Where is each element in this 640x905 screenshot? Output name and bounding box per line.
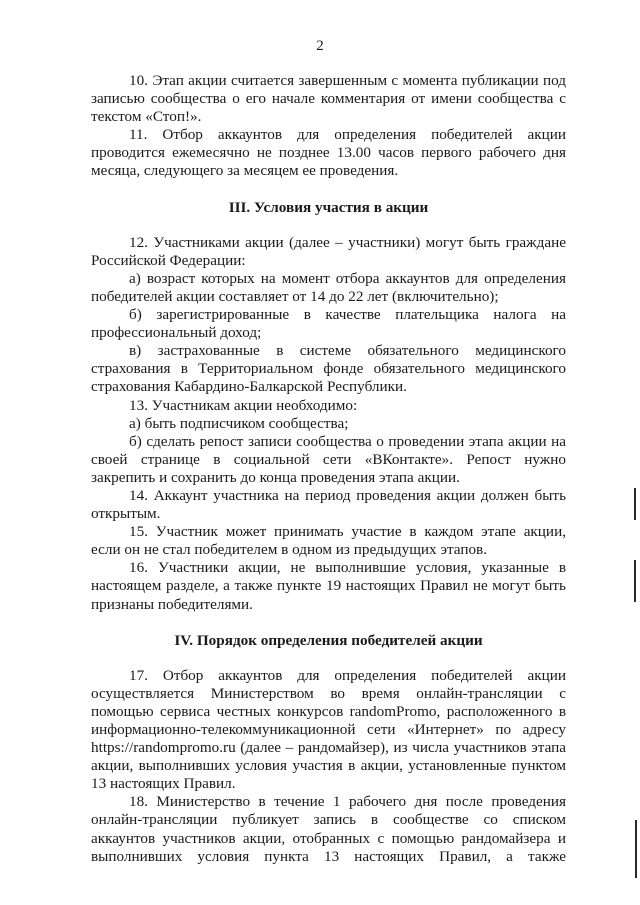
- paragraph-15: 15. Участник может принимать участие в каждом этапе акции, если он не стал победителем в одном из предыдущих этапов.: [91, 523, 566, 559]
- scan-edge-mark: [634, 488, 636, 520]
- paragraph-12-v: в) застрахованные в системе обязательного медицинского страхования в Территориальном фонде обязательного медицинского страхования Кабардино-Балкарской Республики.: [91, 342, 566, 396]
- paragraph-11: 11. Отбор аккаунтов для определения победителей акции проводится ежемесячно не позднее 13.00 часов первого рабочего дня месяца, следующего за месяцем ее проведения.: [91, 126, 566, 180]
- paragraph-18: 18. Министерство в течение 1 рабочего дня после проведения онлайн-трансляции публикует запись в сообществе со списком аккаунтов участников акции, отобранных с помощью рандомайзера и выполнивших условия пункта 13 настоящих Правил, а также: [91, 793, 566, 865]
- spacer: [91, 614, 566, 632]
- spacer: [91, 181, 566, 199]
- paragraph-12-a: а) возраст которых на момент отбора аккаунтов для определения победителей акции составляет от 14 до 22 лет (включительно);: [91, 269, 566, 305]
- section-3-heading: III. Условия участия в акции: [228, 198, 429, 216]
- spacer: [91, 217, 566, 234]
- paragraph-13-b: б) сделать репост записи сообщества о проведении этапа акции на своей странице в социальной сети «ВКонтакте». Репост нужно закрепить и сохранить до конца проведения этапа акции.: [91, 432, 566, 486]
- spacer: [91, 650, 566, 667]
- paragraph-12: 12. Участниками акции (далее – участники) могут быть граждане Российской Федерации:: [91, 233, 566, 269]
- paragraph-14: 14. Аккаунт участника на период проведения акции должен быть открытым.: [91, 486, 566, 523]
- paragraph-12-b: б) зарегистрированные в качестве плательщика налога на профессиональный доход;: [91, 306, 566, 342]
- paragraph-17: 17. Отбор аккаунтов для определения победителей акции осуществляется Министерством во время онлайн-трансляции с помощью сервиса честных конкурсов randomPromo, расположенного в информационно-телекоммуникационной сети «Интернет» по адресу https://randompromo.ru (далее – рандомайзер), из числа участников этапа акции, выполнивших условия участия в акции, установленные пунктом 13 настоящих Правил.: [91, 666, 566, 793]
- scan-edge-mark: [635, 820, 637, 878]
- paragraph-13-a: а) быть подписчиком сообщества;: [129, 414, 349, 432]
- paragraph-13: 13. Участникам акции необходимо:: [129, 396, 358, 414]
- page-number: 2: [316, 38, 324, 54]
- scan-edge-mark: [634, 560, 636, 602]
- paragraph-10: 10. Этап акции считается завершенным с момента публикации под записью сообщества о его начале комментария от имени сообщества с текстом «Стоп!».: [91, 72, 566, 126]
- paragraph-16: 16. Участники акции, не выполнившие условия, указанные в настоящем разделе, а также пункте 19 настоящих Правил не могут быть признаны победителями.: [91, 559, 566, 613]
- section-4-heading: IV. Порядок определения победителей акции: [174, 631, 483, 649]
- document-body: [91, 72, 566, 866]
